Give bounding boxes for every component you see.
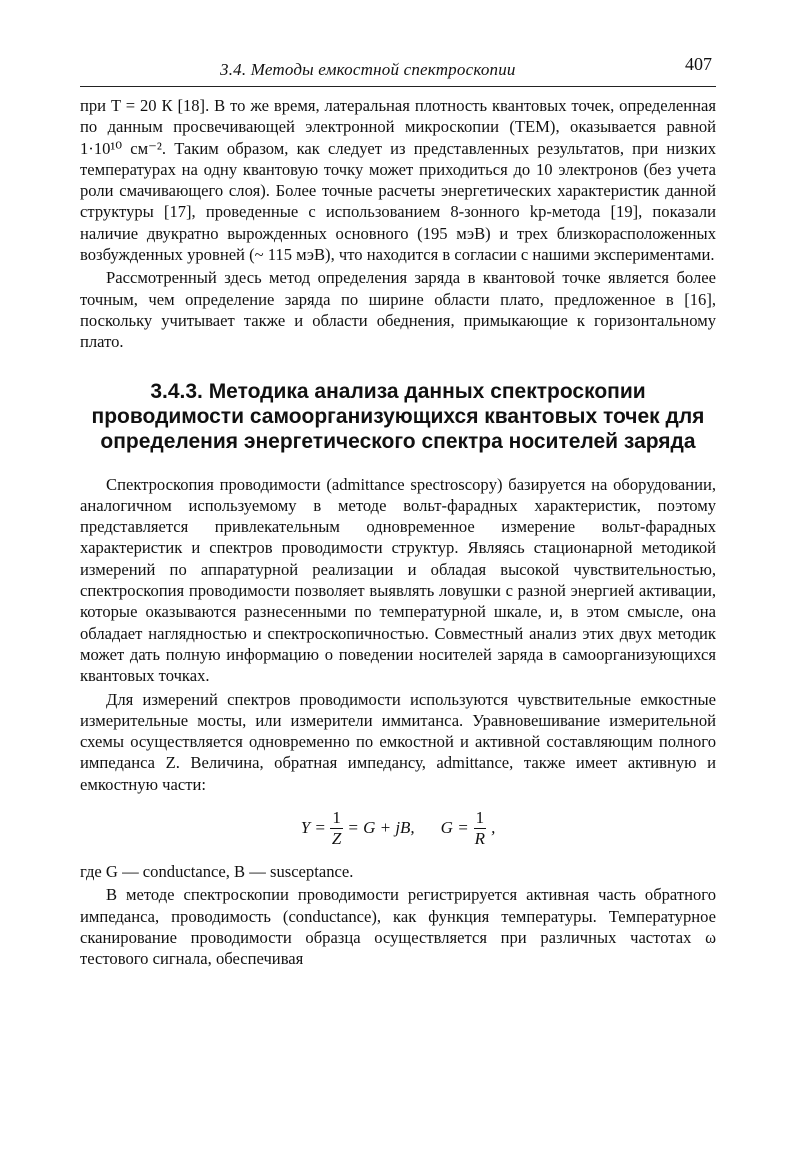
fraction-1-over-r bbox=[473, 808, 487, 849]
formula-lhs2: G = bbox=[440, 818, 469, 838]
page-header bbox=[80, 48, 716, 87]
page bbox=[80, 48, 716, 970]
fraction-1-over-z bbox=[330, 808, 343, 849]
section-title: 3.4.3. Методика анализа данных спектроскопии проводимости самоорганизующихся квантовых точек для определения энергетического спектра носителей заряда bbox=[91, 379, 705, 453]
paragraph-admittance-intro: Спектроскопия проводимости (admittance spectroscopy) базируется на оборудовании, аналогичном используемому в методе вольт-фарадных характеристик, поэтому представляется привлекательным одновременное измерение вольт-фарадных характеристик и спектров проводимости структур. Являясь стационарной методикой измерений по аппаратурной реализации и обладая высокой чувствительностью, спектроскопия проводимости позволяет выявлять ловушки с разной энергией активации, которые оказываются разнесенными по температурной шкале, и, в этом смысле, она обладает наглядностью и спектроскопичностью. Совместный анализ этих двух методик может дать полную информацию о поведении носителей заряда в самоорганизующихся квантовых точках. bbox=[80, 474, 716, 686]
formula-legend: где G — conductance, B — susceptance. bbox=[80, 862, 354, 882]
page-number: 407 bbox=[685, 54, 712, 74]
paragraph-charge-method: Рассмотренный здесь метод определения заряда в квантовой точке является более точным, чем определение заряда по ширине области плато, предложенное в [16], поскольку учитывает также и области обеднения, примыкающие к горизонтальному плато. bbox=[80, 268, 716, 352]
paragraph-measurement: Для измерений спектров проводимости используются чувствительные емкостные измерительные мосты, или измерители иммитанса. Уравновешивание измерительной схемы осуществляется одновременно по емкостной и активной составляющим полного импеданса Z. Величина, обратная импедансу, admittance, также имеет активную и емкостную части: bbox=[80, 689, 716, 794]
fraction-denominator: Z bbox=[331, 828, 342, 848]
formula-mid: = G + jB, bbox=[347, 818, 415, 838]
fraction-numerator: 1 bbox=[332, 807, 341, 827]
formula-tail: , bbox=[491, 818, 496, 838]
fraction-numerator: 1 bbox=[475, 807, 485, 827]
fraction-denominator: R bbox=[474, 828, 486, 848]
formula-lhs: Y = bbox=[300, 818, 326, 838]
running-title: 3.4. Методы емкостной спектроскопии bbox=[220, 60, 516, 79]
admittance-formula bbox=[80, 801, 716, 855]
paragraph-continuation: при T = 20 К [18]. В то же время, латеральная плотность квантовых точек, определенная по данным просвечивающей электронной микроскопии (ТЕМ), оказывается равной 1·10¹⁰ см⁻². Таким образом, как следует из представленных результатов, при низких температурах на одну квантовую точку может приходиться до 10 электронов (без учета роли смачивающего слоя). Более точные расчеты энергетических характеристик данной структуры [17], проведенные с использованием 8-зонного kp-метода [19], показали наличие двукратно вырожденных основного (195 мэВ) и трех близкорасположенных возбужденных уровней (~ 115 мэВ), что находится в согласии с нашими экспериментами. bbox=[80, 96, 716, 265]
paragraph-conductance: В методе спектроскопии проводимости регистрируется активная часть обратного импеданса, проводимость (conductance), как функция температуры. Температурное сканирование проводимости образца осуществляется при различных частотах ω тестового сигнала, обеспечивая bbox=[80, 885, 716, 969]
